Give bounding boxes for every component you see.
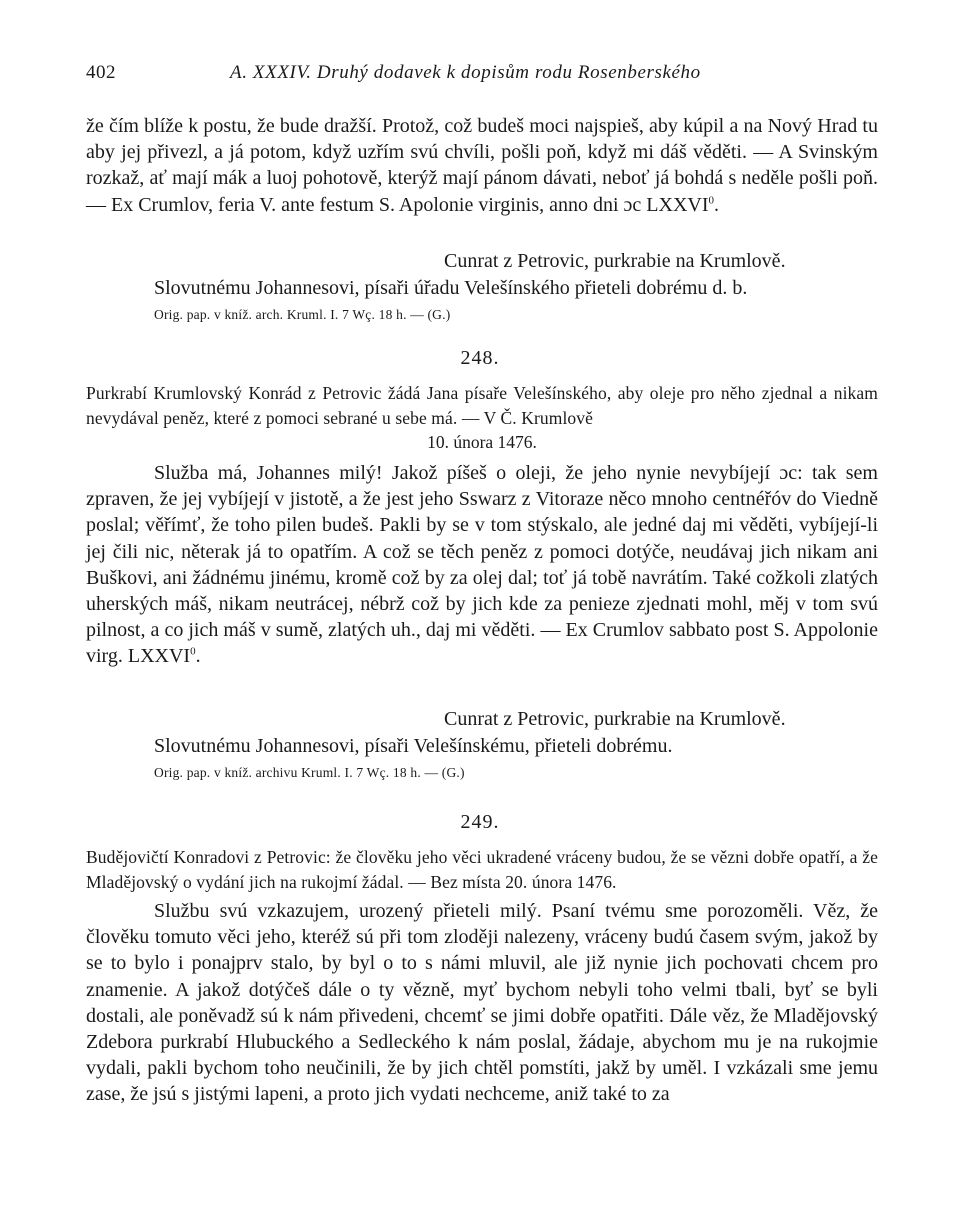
- letter-247-signature: Cunrat z Petrovic, purkrabie na Krumlově.: [444, 250, 786, 272]
- letter-247-source-note: Orig. pap. v kníž. arch. Kruml. I. 7 Wç. 18 h. — (G.): [154, 307, 451, 322]
- letter-248-date: 10. února 1476.: [427, 432, 537, 452]
- letter-249-text: Službu svú vzkazujem, urozený přieteli milý. Psaní tvému sme porozoměli. Věz, že člověku tomuto věci jeho, kteréž sú při tom zloději nalezeny, vráceny budú časem svým, jakož by se to bylo i ponajprv stalo, by byl o to s námi mluvil, ale již nynie jich pochovati chcem pro znamenie. A jakož dotýčeš dále o ty vězně, myť bychom nebyli toho velmi tbali, byť se byli dostali, ale poněvadž sú k nám přivedeni, chcemť se jimi dobře opatřiti. Dále věz, že Mladějovský Zdebora purkrabí Hlubuckého a Sedleckého k nám poslal, žádaje, abychom mu je na rukojmie vydali, pakli bychom toho neučinili, že by jich chtěl pomstíti, jakž by uměl. I vzkázali sme jemu zase, že jsú s jistými lapeni, a proto jich vydati nechceme, aniž také to za: [86, 900, 878, 1106]
- page-number: 402: [86, 62, 116, 83]
- letter-249-body: [86, 898, 878, 1108]
- page-header: [86, 62, 878, 92]
- letter-248-source-note: Orig. pap. v kníž. archivu Kruml. I. 7 Wç. 18 h. — (G.): [154, 765, 465, 780]
- letter-249-summary-block: [86, 845, 878, 894]
- letter-248-text: Služba má, Johannes milý! Jakož píšeš o oleji, že jeho nynie nevybíjejí ɔc: tak sem zpraven, že jej vybíjejí v jistotě, a že jest jeho Sswarz z Vitoraze něco mnoho centnéřóv do Viedně poslal; věřímť, že toho pilen budeš. Pakli by se v tom stýskalo, ale jedné daj mi věděti, vybíjejí-li jej čili nic, něterak já to opatřím. A což se těch peněz z pomoci dotýče, neudávaj jich nikam ani Buškovi, ani žádnému jinému, kromě což by za olej dal; toť já tobě navrátím. Také cožkoli zlatých uherských máš, nikam neutrácej, nébrž což by jich kde za penieze zjednati mohl, měj v tom svú pilnost, a co jich máš v sumě, zlatých uh., daj mi věděti. — Ex Crumlov sabbato post S. Appolonie virg. LXXVI$^0$.: [86, 462, 878, 668]
- letter-248-summary-block: [86, 381, 878, 454]
- letter-248-address: Slovutnému Johannesovi, písaři Velešínskému, přieteli dobrému.: [154, 735, 673, 757]
- letter-247-text: že čím blíže k postu, že bude dražší. Protož, což budeš moci najspieš, aby kúpil a na Nový Hrad tu aby jej přivezl, a já potom, když uzřím svú chvíli, pošli poň, když mi dáš věděti. — A Svinským rozkaž, ať mají mák a luoj pohotově, kterýž mají pánom dávati, neboť já bohdá s neděle pošli poň. — Ex Crumlov, feria V. ante festum S. Apolonie virginis, anno dni ɔc LXXVI$^0$.: [86, 115, 878, 216]
- letter-248-summary: Purkrabí Krumlovský Konrád z Petrovic žádá Jana písaře Velešínského, aby oleje pro něho zjednal a nikam nevydával peněz, které z pomoci sebrané u sebe má. — V Č. Krumlově: [86, 383, 878, 428]
- running-title: A. XXXIV. Druhý dodavek k dopisům rodu Rosenberského: [230, 62, 701, 83]
- letter-248-signature: Cunrat z Petrovic, purkrabie na Krumlově.: [444, 708, 786, 730]
- letter-249-number: 249.: [460, 811, 500, 833]
- letter-247-body: [86, 113, 878, 218]
- letter-248-number: 248.: [460, 347, 500, 369]
- letter-248-body: [86, 460, 878, 670]
- letter-249-summary: Budějovičtí Konradovi z Petrovic: že člověku jeho věci ukradené vráceny budou, že se vězni dobře opatří, a že Mladějovský o vydání jich na rukojmí žádal. — Bez místa 20. února 1476.: [86, 847, 878, 892]
- letter-247-address: Slovutnému Johannesovi, písaři úřadu Velešínského přieteli dobrému d. b.: [154, 277, 748, 299]
